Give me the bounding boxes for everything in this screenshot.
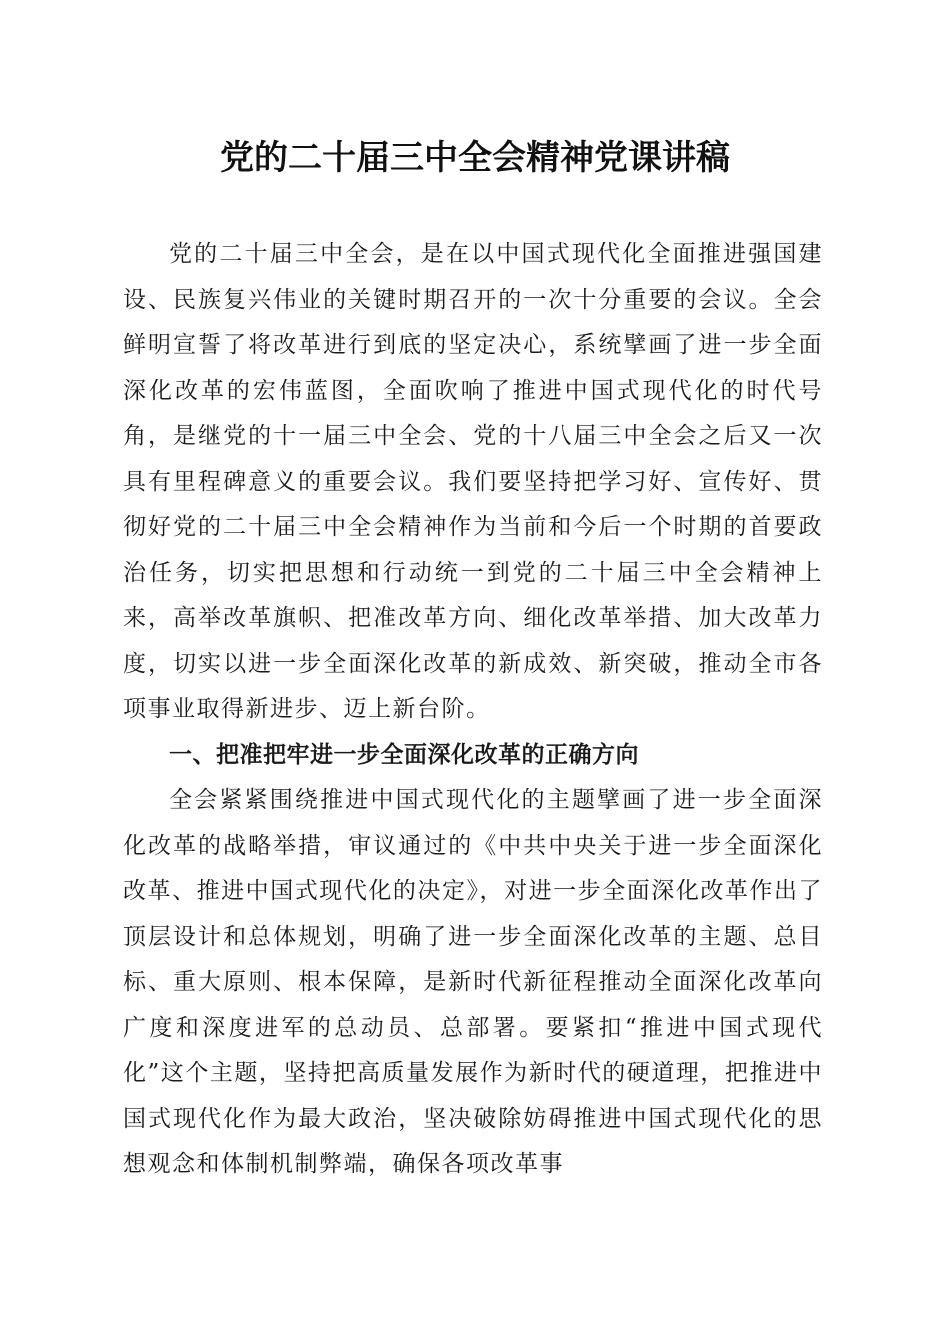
document-title: 党的二十届三中全会精神党课讲稿 (220, 138, 730, 178)
section-heading-1: 一、把准把牢进一步全面深化改革的正确方向 (169, 741, 639, 768)
paragraph-intro: 党的二十届三中全会，是在以中国式现代化全面推进强国建设、民族复兴伟业的关键时期召开的一次十分重要的会议。全会鲜明宣誓了将改革进行到底的坚定决心，系统擘画了进一步全面深化改革的宏伟蓝图，全面吹响了推进中国式现代化的时代号角，是继党的十一届三中全会、党的十八届三中全会之后又一次具有里程碑意义的重要会议。我们要坚持把学习好、宣传好、贯彻好党的二十届三中全会精神作为当前和今后一个时期的首要政治任务，切实把思想和行动统一到党的二十届三中全会精神上来，高举改革旗帜、把准改革方向、细化改革举措、加大改革力度，切实以进一步全面深化改革的新成效、新突破，推动全市各项事业取得新进步、迈上新台阶。 (123, 241, 823, 722)
paragraph-section-1: 全会紧紧围绕推进中国式现代化的主题擘画了进一步全面深化改革的战略举措，审议通过的《中共中央关于进一步全面深化改革、推进中国式现代化的决定》，对进一步全面深化改革作出了顶层设计和总体规划，明确了进一步全面深化改革的主题、总目标、重大原则、根本保障，是新时代新征程推动全面深化改革向广度和深度进军的总动员、总部署。要紧扣“推进中国式现代化”这个主题，坚持把高质量发展作为新时代的硬道理，把推进中国式现代化作为最大政治，坚决破除妨碍推进中国式现代化的思想观念和体制机制弊端，确保各项改革事 (123, 787, 823, 1177)
document-body (123, 232, 823, 1188)
